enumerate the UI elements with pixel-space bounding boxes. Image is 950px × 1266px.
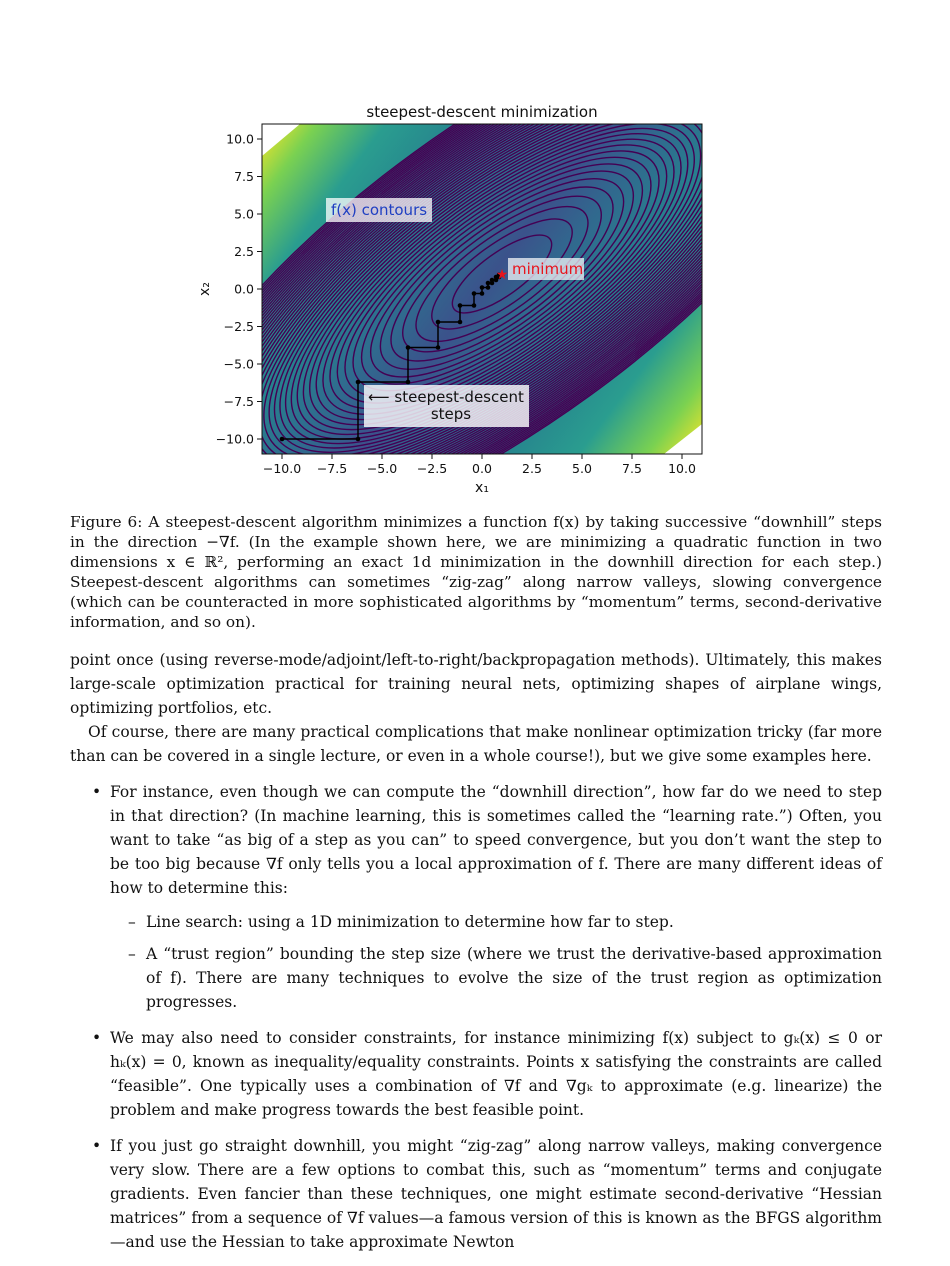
- step-point: [356, 437, 361, 442]
- bullet-marker: •: [92, 783, 102, 801]
- step-point: [356, 380, 361, 385]
- x-tick-label: −5.0: [366, 461, 398, 476]
- y-tick-label: −7.5: [223, 394, 254, 409]
- y-axis-ticks: [216, 132, 262, 447]
- bullet-marker: •: [92, 1137, 102, 1155]
- minimum-star-icon: ★: [495, 267, 509, 283]
- x-tick-label: 10.0: [668, 461, 696, 476]
- y-tick-label: −2.5: [223, 319, 254, 334]
- sub-item-text: Line search: using a 1D minimization to determine how far to step.: [146, 913, 674, 931]
- minimum-label: minimum: [512, 260, 584, 278]
- bullet-marker: •: [92, 1029, 102, 1047]
- step-point: [406, 345, 411, 350]
- steps-label-line1: ⟵ steepest-descent: [368, 388, 524, 406]
- x-tick-label: 2.5: [522, 461, 542, 476]
- paragraph-1: point once (using reverse-mode/adjoint/left-to-right/backpropagation methods). Ultimately, this makes large-scale optimization practical for training neural nets, optimizing shapes of airplane wings, optimizing portfolios, etc.: [70, 651, 882, 717]
- step-point: [406, 380, 411, 385]
- y-tick-label: 10.0: [226, 131, 254, 147]
- y-tick-label: −10.0: [215, 431, 254, 447]
- body-text: [70, 648, 882, 1266]
- plot-title: steepest-descent minimization: [366, 103, 598, 121]
- figure-label: Figure 6:: [70, 513, 143, 531]
- figure-caption: [70, 512, 882, 632]
- step-point: [480, 285, 485, 290]
- y-tick-label: −5.0: [223, 356, 254, 372]
- x-tick-label: 5.0: [572, 461, 592, 476]
- step-point: [472, 303, 477, 308]
- caption-text: A steepest-descent algorithm minimizes a function f(x) by taking successive “downhill” steps in the direction −∇f. (In the example shown here, we are minimizing a quadratic function in two dimensions x ∈ ℝ², performing an exact 1d minimization in the downhill direction for each step.) Steepest-descent algorithms can sometimes “zig-zag” along narrow valleys, slowing convergence (which can be counteracted in more sophisticated algorithms by “momentum” terms, second-derivative information, and so on).: [70, 513, 882, 631]
- step-point: [480, 291, 485, 296]
- steps-label-line2: steps: [430, 405, 472, 423]
- bullet-item-zig-zag: [70, 1134, 882, 1254]
- step-point: [458, 320, 463, 325]
- steepest-descent-figure: [0, 0, 950, 510]
- bullet-list: [70, 780, 882, 1254]
- x-tick-label: −7.5: [316, 461, 348, 476]
- contours-label: f(x) contours: [330, 201, 428, 219]
- step-point: [486, 285, 491, 290]
- dash-marker: –: [128, 913, 136, 931]
- x-tick-label: 0.0: [472, 461, 492, 476]
- y-tick-label: 5.0: [234, 206, 254, 222]
- paragraph-2: Of course, there are many practical complications that make nonlinear optimization tricky (far more than can be covered in a single lecture, or even in a whole course!), but we give some examples here.: [70, 723, 882, 765]
- step-point: [436, 320, 441, 325]
- step-point: [486, 281, 491, 286]
- sub-item-text: A “trust region” bounding the step size (where we trust the derivative-based approximation of f). There are many techniques to evolve the size of the trust region as optimization progresses.: [146, 945, 882, 1011]
- step-point: [490, 278, 495, 283]
- step-point: [472, 291, 477, 296]
- bullet-item-constraints: [70, 1026, 882, 1122]
- step-point: [458, 303, 463, 308]
- bullet-text: If you just go straight downhill, you might “zig-zag” along narrow valleys, making convergence very slow. There are a few options to combat this, such as “momentum” terms and conjugate gradients. Even fancier than these techniques, one might estimate second-derivative “Hessian matrices” from a sequence of ∇f values—a famous version of this is known as the BFGS algorithm—and use the Hessian to take approximate Newton: [110, 1137, 882, 1251]
- x-tick-label: −2.5: [416, 461, 448, 476]
- bullet-item-step-size: [70, 780, 882, 1014]
- y-tick-label: 7.5: [234, 169, 254, 184]
- x-tick-label: −10.0: [262, 461, 302, 476]
- x-tick-label: 7.5: [622, 461, 642, 476]
- step-point: [280, 437, 285, 442]
- x-axis-label: x₁: [475, 480, 489, 496]
- sub-item-line-search: [110, 910, 882, 934]
- y-tick-label: 2.5: [234, 244, 254, 259]
- dash-marker: –: [128, 945, 136, 963]
- sub-item-trust-region: [110, 942, 882, 1014]
- step-point: [436, 345, 441, 350]
- sub-list: [110, 910, 882, 1014]
- y-axis-label: x₂: [197, 282, 213, 296]
- x-axis-ticks: [263, 454, 696, 476]
- y-tick-label: 0.0: [234, 281, 254, 297]
- bullet-text: For instance, even though we can compute the “downhill direction”, how far do we need to step in that direction? (In machine learning, this is sometimes called the “learning rate.”) Often, you want to take “as big of a step as you can” to speed convergence, but you don’t want the step to be too big because ∇f only tells you a local approximation of f. There are many different ideas of how to determine this:: [110, 783, 882, 897]
- bullet-text: We may also need to consider constraints, for instance minimizing f(x) subject to gₖ(x) ≤ 0 or hₖ(x) = 0, known as inequality/equality constraints. Points x satisfying the constraints are called “feasible”. One typically uses a combination of ∇f and ∇gₖ to approximate (e.g. linearize) the problem and make progress towards the best feasible point.: [110, 1029, 882, 1119]
